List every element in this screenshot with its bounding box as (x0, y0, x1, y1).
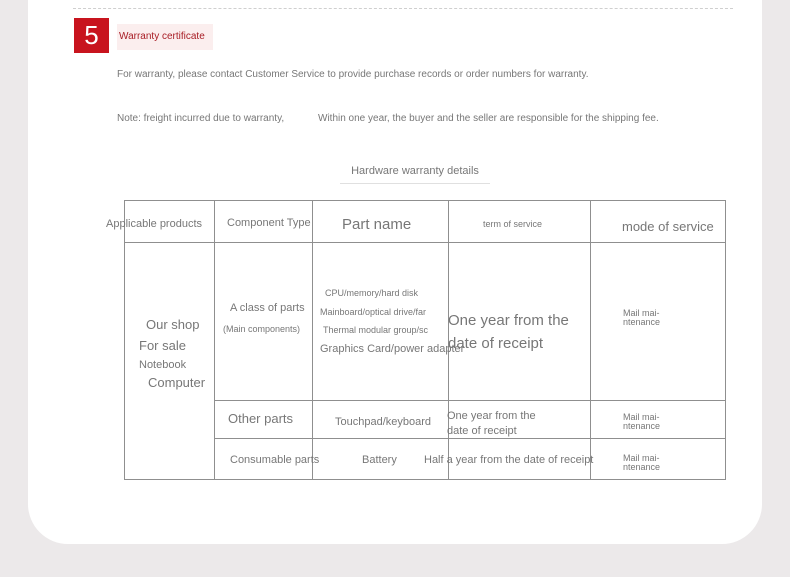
row-a-part-2: Mainboard/optical drive/far (320, 307, 427, 317)
header-mode-of-service: mode of service (622, 219, 714, 234)
row-a-type-line-2: (Main components) (223, 324, 301, 334)
table-border-left (124, 200, 125, 480)
table-title: Hardware warranty details (340, 161, 490, 184)
table-col-divider-2 (312, 200, 313, 480)
product-line-4: Computer (148, 375, 206, 390)
header-component-type: Component Type (227, 217, 311, 229)
table-col-divider-4 (590, 200, 591, 480)
table-row-divider-1 (214, 400, 726, 401)
row-a-mode-line-1: Mail mai- (623, 308, 660, 318)
header-applicable-products: Applicable products (106, 218, 203, 230)
freight-note-label: Note: freight incurred due to warranty, (117, 113, 285, 124)
header-part-name: Part name (342, 216, 412, 233)
header-term-of-service: term of service (483, 219, 543, 229)
row-c-term: Half a year from the date of receipt (424, 454, 594, 466)
row-c-type: Consumable parts (230, 454, 320, 466)
row-a-part-4: Graphics Card/power adapter (320, 343, 465, 355)
row-b-mode-line-1: Mail mai- (623, 412, 660, 422)
row-c-mode-line-2: ntenance (623, 462, 661, 472)
row-b-type: Other parts (228, 411, 294, 426)
row-b-mode-line-2: ntenance (623, 421, 661, 431)
row-c-part: Battery (362, 454, 397, 466)
section-number-badge: 5 (74, 18, 109, 53)
table-col-divider-1 (214, 200, 215, 480)
row-a-part-1: CPU/memory/hard disk (325, 288, 419, 298)
freight-note-detail: Within one year, the buyer and the seller are responsible for the shipping fee. (318, 113, 659, 124)
row-c-mode-line-1: Mail mai- (623, 453, 660, 463)
top-divider (73, 8, 733, 9)
product-line-1: Our shop (146, 317, 200, 332)
product-line-2: For sale (139, 338, 186, 353)
row-a-part-3: Thermal modular group/sc (323, 325, 429, 335)
warranty-contact-note: For warranty, please contact Customer Service to provide purchase records or order numbers for warranty. (117, 69, 589, 80)
table-border-right (725, 200, 726, 480)
row-b-term-line-2: date of receipt (447, 425, 517, 437)
table-row-divider-2 (214, 438, 726, 439)
row-a-term-line-2: date of receipt (448, 335, 544, 352)
row-a-term-line-1: One year from the (448, 312, 569, 329)
product-line-3: Notebook (139, 359, 187, 371)
row-b-term-line-1: One year from the (447, 410, 536, 422)
row-a-mode-line-2: ntenance (623, 317, 661, 327)
section-title: Warranty certificate (117, 24, 213, 50)
row-b-part: Touchpad/keyboard (335, 416, 432, 428)
row-a-type-line-1: A class of parts (230, 302, 305, 314)
